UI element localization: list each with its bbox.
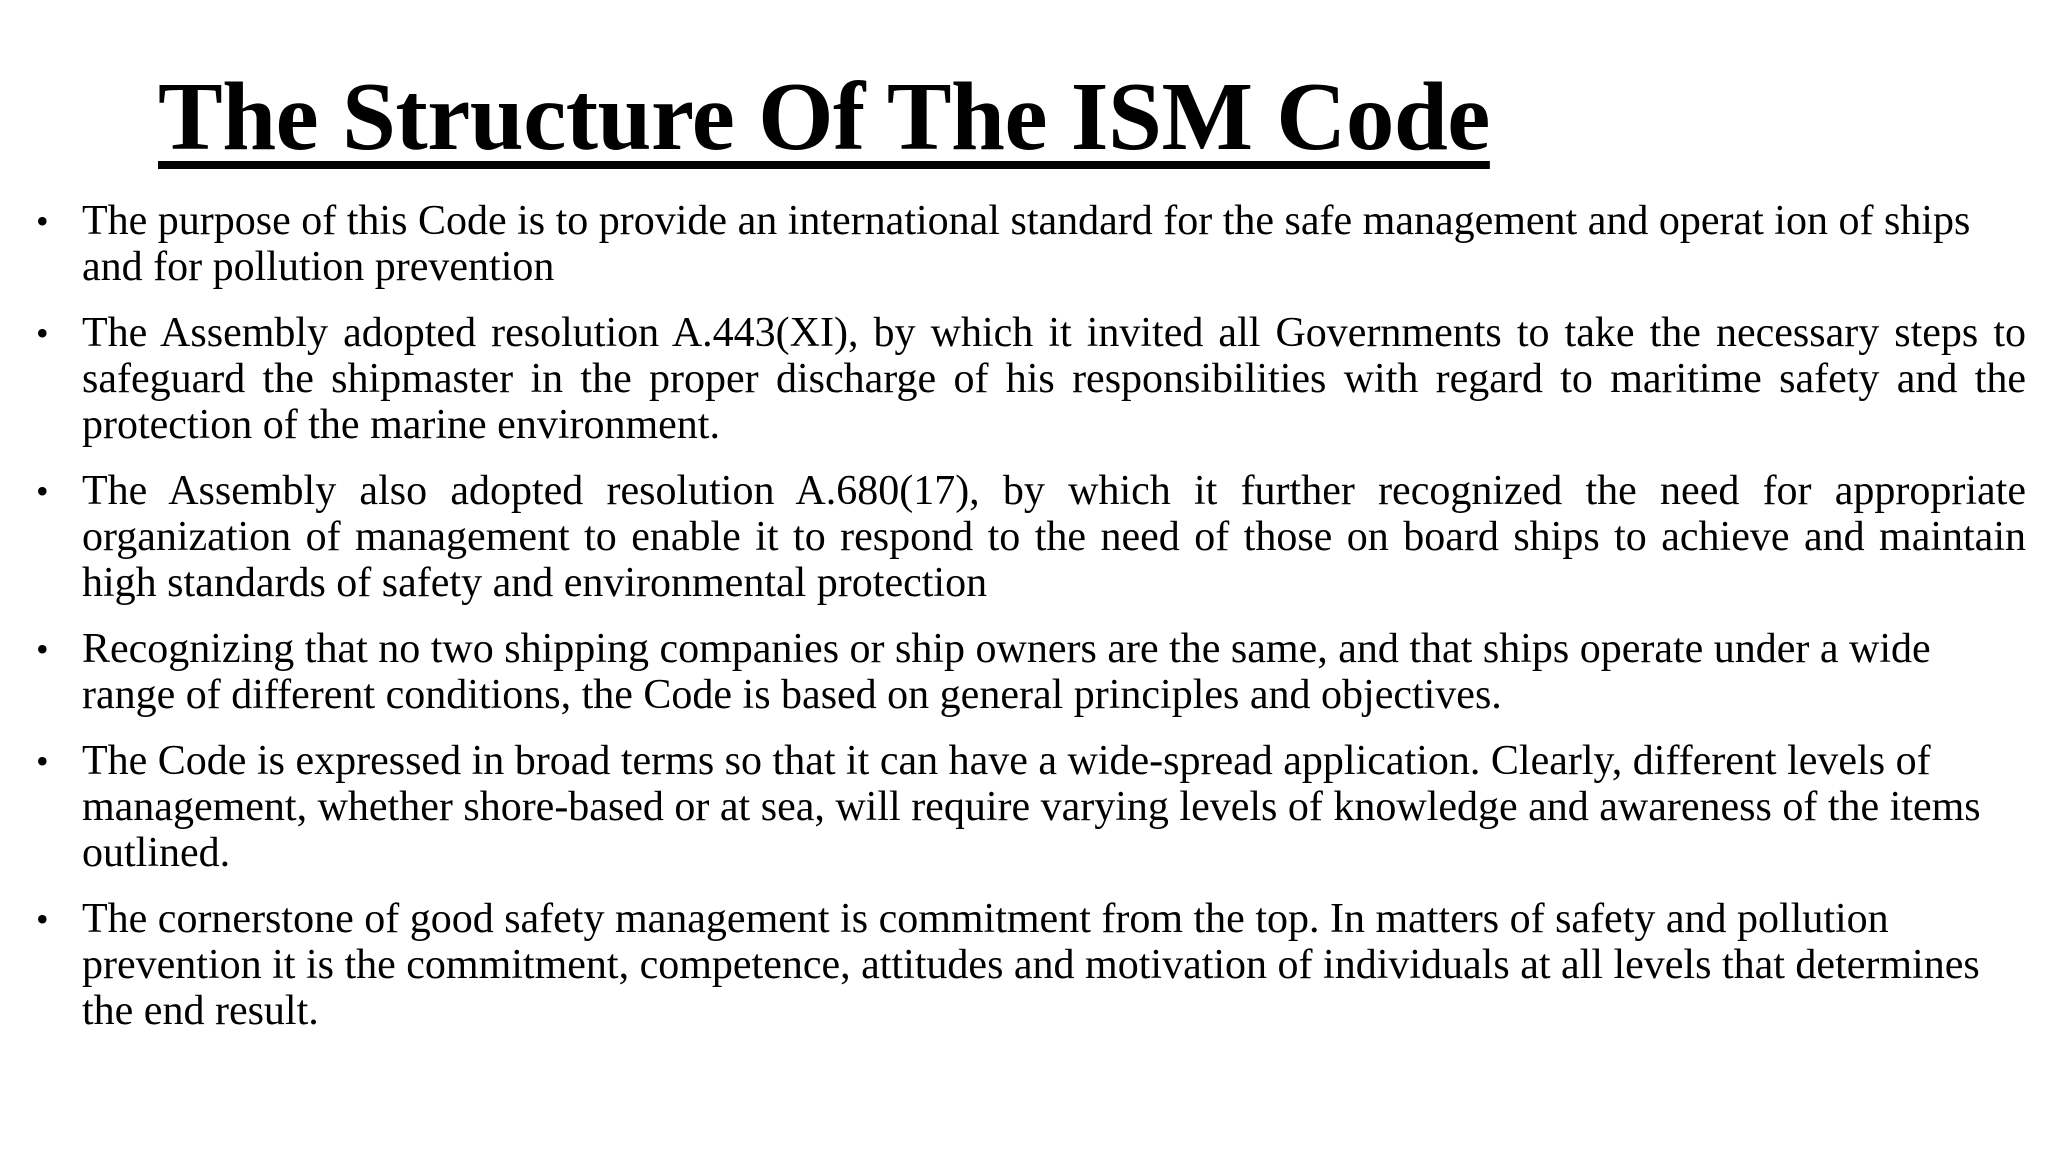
bullet-item-resolution-a680 (36, 468, 2026, 606)
bullet-text: The Assembly also adopted resolution A.680(17), by which it further recognized the need for appropriate organization of management to enable it to respond to the need of those on board ships to achieve and maintain high standards of safety and environmental protection (82, 468, 2026, 606)
bullet-text: The cornerstone of good safety management is commitment from the top. In matters of safety and pollution prevention it is the commitment, competence, attitudes and motivation of individuals at all levels that determines the end result. (82, 896, 1980, 1034)
bullet-list (36, 198, 2026, 1054)
bullet-icon: • (36, 629, 49, 669)
bullet-icon: • (36, 471, 49, 511)
slide-title: The Structure Of The ISM Code (158, 63, 1490, 170)
bullet-item-cornerstone (36, 896, 2026, 1034)
bullet-icon: • (36, 741, 49, 781)
bullet-icon: • (36, 899, 49, 939)
bullet-icon: • (36, 201, 49, 241)
bullet-text: The Code is expressed in broad terms so that it can have a wide-spread application. Clearly, different levels of management, whether shore-based or at sea, will require varying levels of knowledge and awareness of the items outlined. (82, 738, 1981, 876)
bullet-text: The purpose of this Code is to provide an international standard for the safe management and operat ion of ships and for pollution prevention (82, 198, 1971, 290)
bullet-item-resolution-a443 (36, 310, 2026, 448)
bullet-item-purpose (36, 198, 2026, 290)
bullet-text: Recognizing that no two shipping companies or ship owners are the same, and that ships operate under a wide range of different conditions, the Code is based on general principles and objectives. (82, 626, 1931, 718)
bullet-item-broad-terms (36, 738, 2026, 876)
bullet-icon: • (36, 313, 49, 353)
bullet-text: The Assembly adopted resolution A.443(XI), by which it invited all Governments to take the necessary steps to safeguard the shipmaster in the proper discharge of his responsibilities with regard to maritime safety and the protection of the marine environment. (82, 310, 2026, 448)
bullet-item-general-principles (36, 626, 2026, 718)
